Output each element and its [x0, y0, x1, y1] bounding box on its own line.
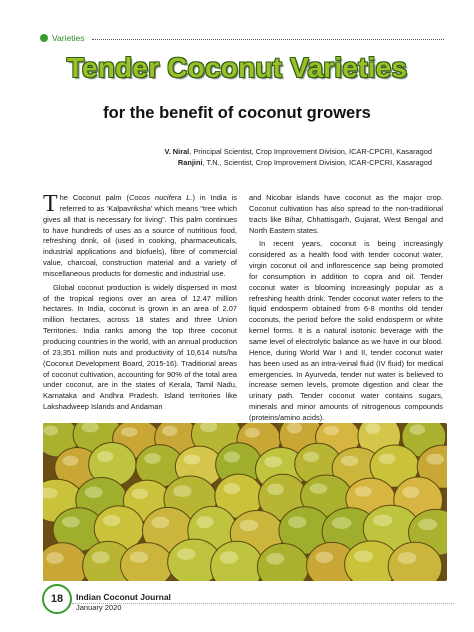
- paragraph: In recent years, coconut is being increasingly considered as a health food with tender coconut water, virgin coconut oil and inflorescence sap being promoted for consumption in addition to copra and oil. Tender coconut water is blooming increasingly popular as a refreshing health drink. Tender coconut water refers to the liquid endosperm obtained from 6-8 months old tender coconuts, the period before the solid endosperm or white kernel forms. It is a natural isotonic beverage with the same level of electrolytic balance as we have in our blood. Hence, during World War I and II, tender coconut water has been used as an intra-veinal fluid (IV fluid) for medical emergencies. In Ayurveda, tender nut water is believed to increase semen levels, promote digestion and clear the urinary path. Tender coconut water contains sugars, minerals and minor amounts of nitrogenous compounds (proteins/amino acids).: [249, 239, 443, 422]
- article-column-left: [43, 193, 237, 416]
- coconut-highlight: [173, 485, 191, 497]
- coconut-highlight: [303, 452, 319, 462]
- coconut-highlight: [410, 424, 425, 434]
- section-divider: [92, 39, 444, 40]
- page-number-badge: 18: [42, 584, 72, 614]
- coconut-highlight: [402, 486, 419, 498]
- article-subtitle: for the benefit of coconut growers: [103, 104, 371, 122]
- coconut-highlight: [196, 516, 213, 528]
- coconut-highlight: [379, 453, 396, 464]
- coconut-highlight: [266, 553, 284, 565]
- coconut-highlight: [184, 454, 201, 464]
- coconut-highlight: [220, 551, 238, 564]
- coconut-highlight: [287, 423, 302, 433]
- author-affiliation: , T.N., Scientist, Crop Improvement Division, ICAR-CPCRI, Kasaragod: [202, 158, 432, 167]
- coconut-highlight: [310, 483, 328, 493]
- coconut-highlight: [43, 426, 58, 436]
- coconut-highlight: [130, 552, 148, 563]
- coconut-highlight: [341, 456, 358, 466]
- section-label: Varieties: [52, 33, 85, 43]
- species-name: Cocos nucifera L.: [128, 193, 193, 202]
- footer-divider: [72, 603, 454, 604]
- paragraph: Global coconut production is widely dispersed in most of the tropical regions over an area of 12.47 million hectares. In India, coconut is grown in an area of 2.07 million hectares, across 18 states and three Union Territories. India ranks among the top three coconut producing countries in the world, with an annual production of 23,351 million nuts and productivity of 10,614 nuts/ha (Coconut Development Board, 2015-16). Traditional areas of coconut cultivation, accounting for 90% of the total area under coconut, are in the states of Kerala, Tamil Nadu, Karnataka and Andhra Pradesh. Island territories like Lakshadweep Islands and Andaman: [43, 282, 237, 412]
- paragraph: and Nicobar islands have coconut as the major crop. Coconut cultivation has also spread to the non-traditional tracts like Bihar, Chhattisgarh, Gujarat, West Bengal and North Eastern states.: [249, 193, 443, 235]
- author-affiliation: , Principal Scientist, Crop Improvement Division, ICAR-CPCRI, Kasaragod: [189, 147, 432, 156]
- author-line: [72, 146, 432, 157]
- author-block: [72, 146, 432, 168]
- coconut-highlight: [418, 519, 437, 531]
- coconut-highlight: [132, 488, 149, 498]
- author-name: Ranjini: [177, 158, 203, 167]
- coconut-highlight: [288, 516, 306, 528]
- paragraph-text: ) in India is referred to as ‘Kalpavriksha’ which means “tree which gives all that is necessary for living”. This palm continues to have hundreds of uses as a source of nutritious food, refreshing drink, oil (used in cooking, pharmaceuticals, industrial applications and biofuels), fibre of commercial value, charcoal, construction material and a variety of miscellaneous products for domestic and industrial use.: [43, 193, 237, 278]
- author-name: V. Niral: [164, 147, 190, 156]
- coconut-highlight: [264, 456, 282, 467]
- coconut-highlight: [426, 454, 444, 465]
- coconut-highlight: [121, 427, 138, 437]
- issue-date: January 2020: [76, 603, 122, 612]
- coconut-highlight: [62, 517, 80, 528]
- coconut-highlight: [177, 548, 196, 560]
- article-column-right: [249, 193, 443, 427]
- coconut-highlight: [144, 453, 161, 464]
- coconut-highlight: [46, 552, 64, 564]
- coconut-highlight: [365, 423, 380, 434]
- paragraph-text: he Coconut palm (: [59, 193, 129, 202]
- coconut-highlight: [97, 451, 114, 462]
- coconut-highlight: [151, 517, 169, 529]
- coconut-highlight: [267, 484, 284, 496]
- drop-cap: T: [43, 191, 58, 217]
- coconut-highlight: [332, 517, 352, 529]
- coconut-highlight: [315, 552, 333, 563]
- coconut-highlight: [162, 426, 177, 436]
- coconut-highlight: [373, 514, 393, 526]
- coconut-highlight: [103, 515, 120, 526]
- coconut-highlight: [323, 426, 339, 436]
- tender-coconut-photo: [43, 423, 447, 581]
- coconut-highlight: [63, 456, 79, 466]
- coconut-highlight: [224, 452, 240, 463]
- article-title: Tender Coconut Varieties: [66, 52, 408, 83]
- coconut-highlight: [240, 520, 259, 531]
- coconut-highlight: [92, 551, 110, 563]
- journal-name: Indian Coconut Journal: [76, 592, 171, 602]
- coconut-highlight: [85, 487, 103, 498]
- paragraph: [43, 193, 237, 280]
- coconut-highlight: [354, 550, 373, 562]
- coconut-pile-illustration: [43, 423, 447, 581]
- green-dot-icon: [40, 34, 48, 42]
- coconut-highlight: [355, 486, 372, 496]
- coconut-highlight: [245, 428, 260, 438]
- coconut-highlight: [398, 552, 417, 564]
- section-tag: [40, 33, 84, 43]
- coconut-highlight: [223, 483, 240, 494]
- author-line: [72, 157, 432, 168]
